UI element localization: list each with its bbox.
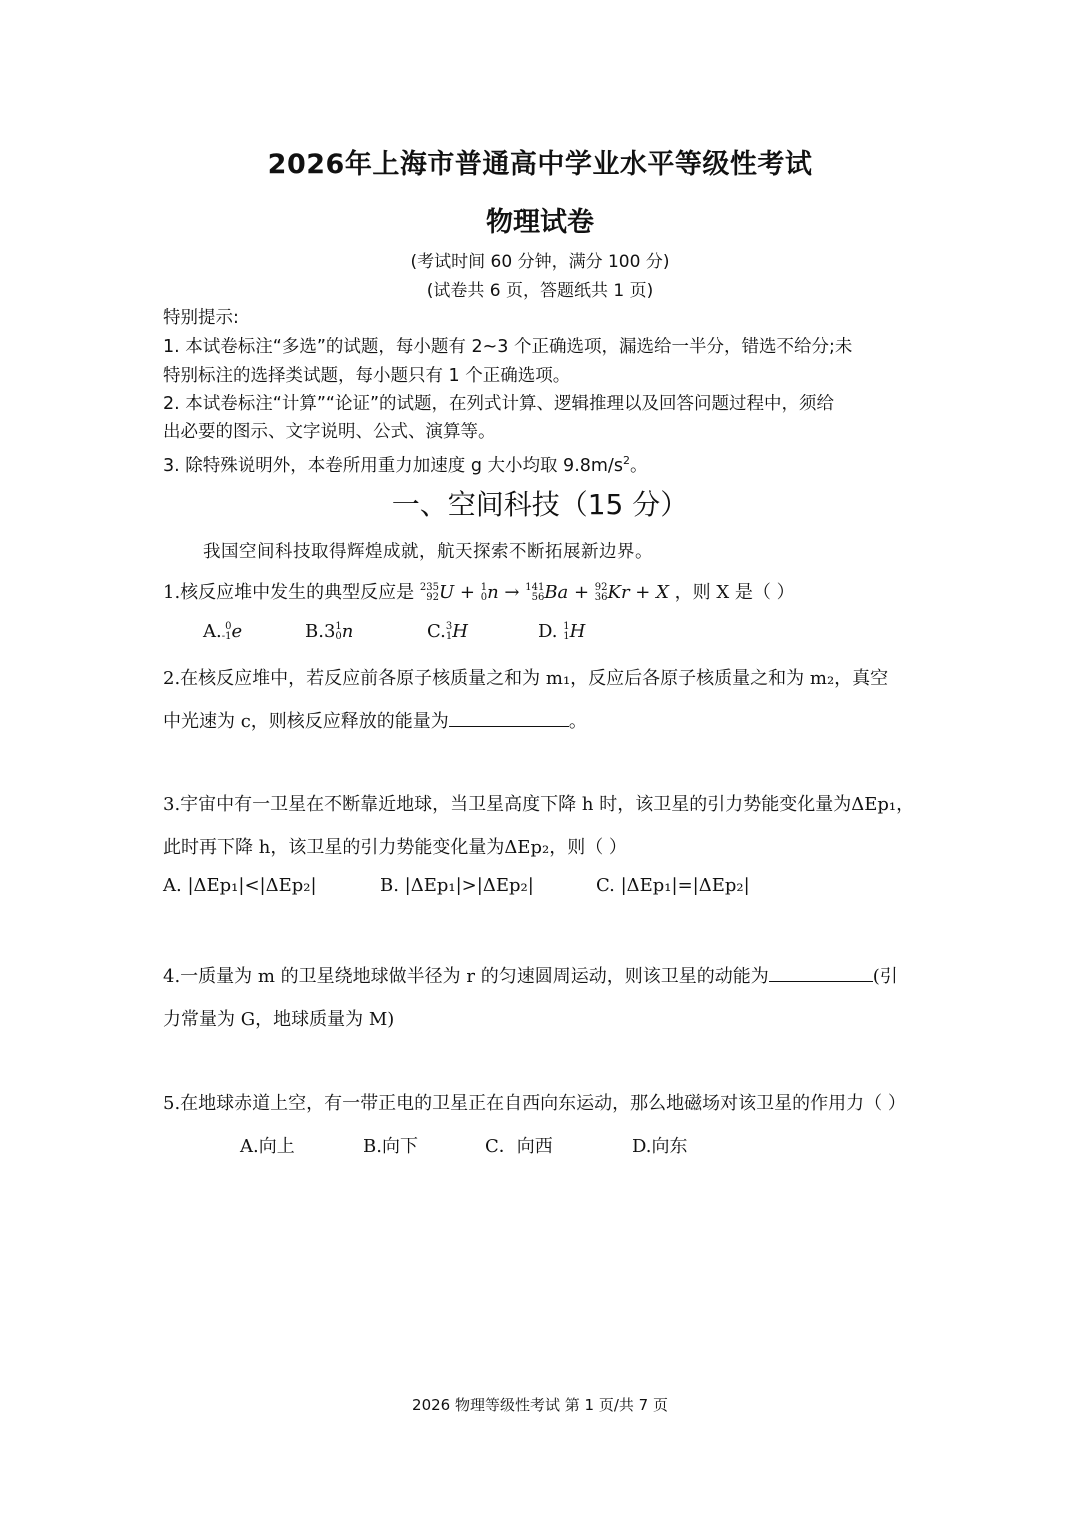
note-line-4: 出必要的图示、文字说明、公式、演算等。: [163, 422, 496, 442]
q3-option-c: C. |ΔEp₁|=|ΔEp₂|: [596, 875, 750, 896]
q1-equation: 235 92U + 1 0n → 141 56Ba + 92 36Kr + X: [419, 582, 669, 603]
q4-line-1: [163, 962, 898, 988]
q4-answer-blank[interactable]: [769, 963, 873, 982]
q4-line-1-text: 4.一质量为 m 的卫星绕地球做半径为 r 的匀速圆周运动，则该卫星的动能为: [163, 966, 769, 987]
q1-text-after: ，则 X 是（ ）: [674, 582, 795, 603]
q4-line-1-end: (引: [872, 966, 898, 987]
q2-line-1: 2.在核反应堆中，若反应前各原子核质量之和为 m₁，反应后各原子核质量之和为 m₂，真空: [163, 668, 889, 689]
q1-option-a-label: A.: [203, 621, 222, 642]
note-line-3: 2. 本试卷标注“计算”“论证”的试题，在列式计算、逻辑推理以及回答问题过程中，须给: [163, 394, 835, 414]
q1-option-d: D. 1 1H: [538, 621, 586, 642]
q3-line-2: 此时再下降 h，该卫星的引力势能变化量为ΔEp₂，则（ ）: [163, 837, 627, 858]
q1-text-before: 1.核反应堆中发生的典型反应是: [163, 582, 415, 603]
q5-option-a: A.向上: [240, 1136, 295, 1157]
q1-option-b: B.31 0n: [305, 621, 354, 642]
q5-option-d: D.向东: [632, 1136, 688, 1157]
section-intro: 我国空间科技取得辉煌成就，航天探索不断拓展新边界。: [203, 542, 653, 562]
q5-option-c: C．向西: [485, 1136, 553, 1157]
q3-option-b: B. |ΔEp₁|>|ΔEp₂|: [380, 875, 534, 896]
q4-line-2: 力常量为 G，地球质量为 M): [163, 1009, 395, 1030]
exam-title: 2026年上海市普通高中学业水平等级性考试: [267, 149, 813, 180]
q1-option-a: A. 0 -1e: [203, 621, 243, 642]
q5-option-b: B.向下: [363, 1136, 418, 1157]
note-line-5-tail: 。: [629, 455, 648, 476]
note-line-5-text: 3. 除特殊说明外，本卷所用重力加速度 g 大小均取 9.8m/s: [163, 455, 623, 476]
page-footer: 2026 物理等级性考试 第 1 页/共 7 页: [412, 1396, 668, 1414]
q1-option-d-label: D.: [538, 621, 558, 642]
exam-subject: 物理试卷: [486, 207, 594, 238]
notes-heading: 特别提示:: [163, 308, 239, 328]
exam-page-info: (试卷共 6 页，答题纸共 1 页): [426, 281, 654, 301]
unit-exponent: 2: [622, 454, 630, 467]
q3-line-1: 3.宇宙中有一卫星在不断靠近地球，当卫星高度下降 h 时，该卫星的引力势能变化量为ΔEp₁，: [163, 794, 915, 815]
exam-time-info: (考试时间 60 分钟，满分 100 分): [410, 252, 670, 272]
q2-line-2-text: 中光速为 c，则核反应释放的能量为: [163, 711, 449, 732]
question-1: [163, 578, 795, 604]
q1-option-b-label: B.3: [305, 621, 336, 642]
note-line-5: [163, 446, 647, 481]
note-line-2: 特别标注的选择类试题，每小题只有 1 个正确选项。: [163, 366, 571, 386]
q2-answer-blank[interactable]: [449, 708, 569, 727]
q5-line-1: 5.在地球赤道上空，有一带正电的卫星正在自西向东运动，那么地磁场对该卫星的作用力（ ）: [163, 1093, 906, 1114]
section-title: 一、空间科技（15 分）: [391, 488, 689, 521]
note-line-1: 1. 本试卷标注“多选”的试题，每小题有 2~3 个正确选项，漏选给一半分，错选不给分;未: [163, 337, 853, 357]
q1-option-c: C.3 1H: [427, 621, 468, 642]
q2-line-2: [163, 707, 587, 733]
q3-option-a: A. |ΔEp₁|<|ΔEp₂|: [163, 875, 317, 896]
q1-option-c-label: C.: [427, 621, 446, 642]
q2-line-2-end: 。: [568, 711, 587, 732]
